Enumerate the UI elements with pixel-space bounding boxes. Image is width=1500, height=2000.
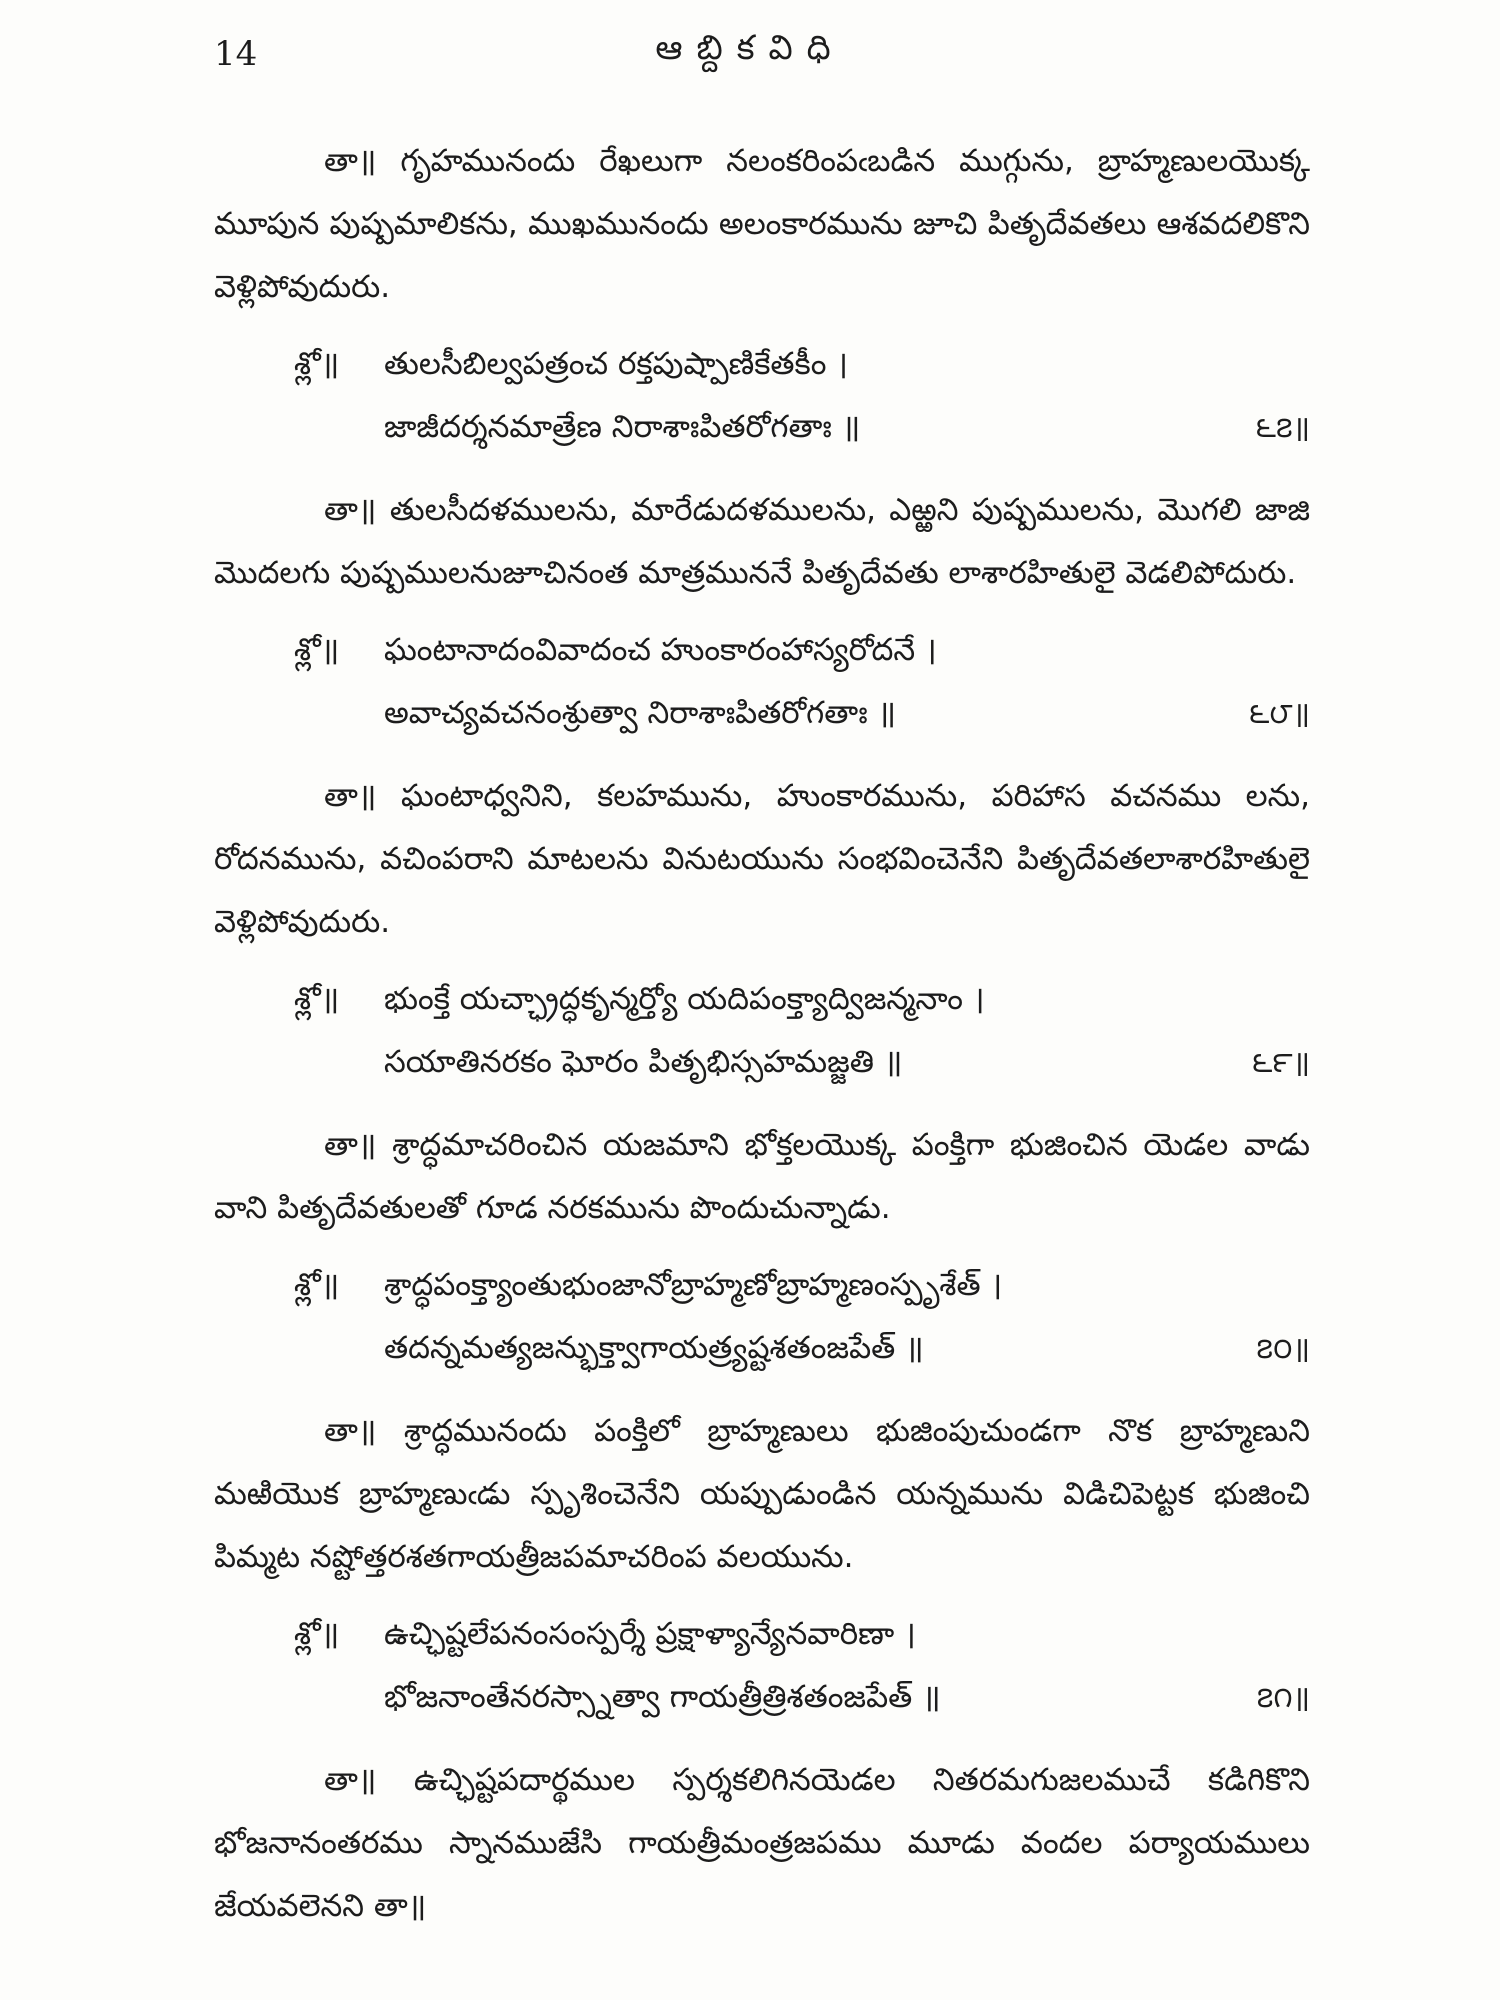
page-body xyxy=(214,130,1310,1952)
commentary-paragraph: తా॥ శ్రాద్ధమునందు పంక్తిలో బ్రాహ్మణులు భుజింపుచుండగా నొక బ్రాహ్మణుని మఱియొక బ్రాహ్మణుఁడు స్పృశించెనేని యప్పుడుండిన యన్నమును విడిచిపెట్టక భుజించి పిమ్మట నష్టోత్తరశతగాయత్రీజపమాచరింప వలయును. xyxy=(214,1413,1310,1575)
commentary-paragraph: తా॥ గృహమునందు రేఖలుగా నలంకరింపఁబడిన ముగ్గును, బ్రాహ్మణులయొక్క మూపున పుష్పమాలికను, ముఖమునందు అలంకారమును జూచి పితృదేవతలు ఆశవదలికొని వెళ్లిపోవుదురు. xyxy=(214,143,1310,305)
verse-number: ౭౦॥ xyxy=(1256,1331,1310,1365)
sloka-line: సయాతినరకం ఘోరం పితృభిస్సహమజ్జతి ॥ xyxy=(384,1044,903,1080)
sloka-block xyxy=(214,1254,1310,1380)
sloka-line: భుంక్తే యచ్ఛ్రాద్ధకృన్మర్త్యో యదిపంక్త్యాద్విజన్మనాం । xyxy=(384,981,985,1017)
verse-number: ౬౯॥ xyxy=(1252,1045,1310,1079)
sloka-line: జాజీదర్శనమాత్రేణ నిరాశాఃపితరోగతాః ॥ xyxy=(384,409,861,445)
running-title: ఆబ్దికవిధి xyxy=(655,28,845,68)
commentary-paragraph: తా॥ తులసీదళములను, మారేడుదళములను, ఎఱ్ఱని పుష్పములను, మొగలి జాజి మొదలగు పుష్పములనుజూచినంత మాత్రముననే పితృదేవతు లాశారహితులై వెడలిపోదురు. xyxy=(214,492,1310,591)
sloka-line: తదన్నమత్యజన్భుక్త్వాగాయత్ర్యష్టశతంజపేత్ ॥ xyxy=(384,1330,924,1366)
verse-number: ౭౧॥ xyxy=(1256,1680,1310,1714)
sloka-marker: శ్లో॥ xyxy=(294,346,340,382)
sloka-line: అవాచ్యవచనంశ్రుత్వా నిరాశాఃపితరోగతాః ॥ xyxy=(384,695,897,731)
sloka-line: ఘంటానాదంవివాదంచ హుంకారంహాస్యరోదనే । xyxy=(384,632,937,668)
sloka-line: ఉచ్ఛిష్టలేపనంసంస్పర్శే ప్రక్షాళ్యాన్యేనవారిణా । xyxy=(384,1616,916,1652)
sloka-marker: శ్లో॥ xyxy=(294,632,340,668)
commentary-paragraph: తా॥ ఉచ్ఛిష్టపదార్థముల స్పర్శకలిగినయెడల నితరమగుజలముచే కడిగికొని భోజనానంతరము స్నానముజేసి గాయత్రీమంత్రజపము మూడు వందల పర్యాయములు జేయవలెనని తా॥ xyxy=(214,1762,1310,1924)
sloka-line: భోజనాంతేనరస్స్నాత్వా గాయత్రీత్రిశతంజపేత్ ॥ xyxy=(384,1679,941,1715)
sloka-marker: శ్లో॥ xyxy=(294,1267,340,1303)
commentary-paragraph: తా॥ శ్రాద్ధమాచరించిన యజమాని భోక్తలయొక్క పంక్తిగా భుజించిన యెడల వాడు వాని పితృదేవతులతో గూడ నరకమును పొందుచున్నాడు. xyxy=(214,1127,1310,1226)
verse-number: ౬౭॥ xyxy=(1255,410,1310,444)
sloka-marker: శ్లో॥ xyxy=(294,981,340,1017)
page-header xyxy=(0,28,1500,88)
sloka-marker: శ్లో॥ xyxy=(294,1616,340,1652)
sloka-block xyxy=(214,333,1310,459)
sloka-line: శ్రాద్ధపంక్త్యాంతుభుంజానోబ్రాహ్మణోబ్రాహ్మణంస్పృశేత్ । xyxy=(384,1267,1003,1303)
verse-number: ౬౮॥ xyxy=(1249,696,1310,730)
sloka-block xyxy=(214,619,1310,745)
sloka-block xyxy=(214,968,1310,1094)
page-number: 14 xyxy=(214,34,258,74)
sloka-block xyxy=(214,1603,1310,1729)
commentary-paragraph: తా॥ ఘంటాధ్వనిని, కలహమును, హుంకారమును, పరిహాస వచనము లను, రోదనమును, వచింపరాని మాటలను వినుటయును సంభవించెనేని పితృదేవతలాశారహితులై వెళ్లిపోవుదురు. xyxy=(214,778,1310,940)
sloka-line: తులసీబిల్వపత్రంచ రక్తపుష్పాణికేతకీం । xyxy=(384,346,849,382)
